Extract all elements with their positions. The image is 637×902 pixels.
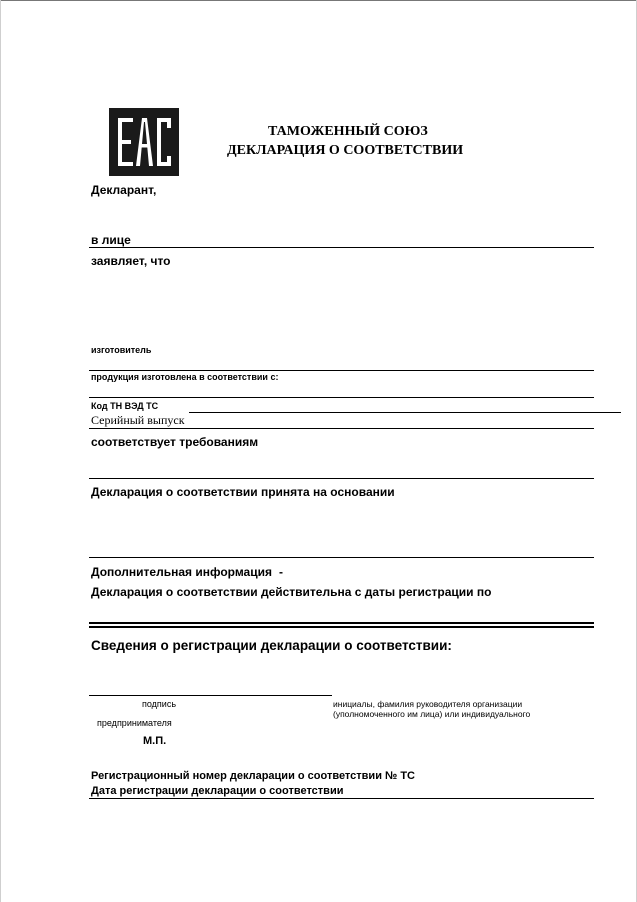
label-declares-that: заявляет, что bbox=[91, 254, 171, 268]
label-hs-code: Код ТН ВЭД ТС bbox=[91, 401, 159, 411]
title-declaration: ДЕКЛАРАЦИЯ О СООТВЕТСТВИИ bbox=[227, 143, 464, 158]
line-hs-code bbox=[189, 412, 621, 413]
additional-info-value: - bbox=[279, 565, 283, 579]
label-represented-by: в лице bbox=[91, 233, 131, 247]
line-represented-by bbox=[89, 247, 594, 248]
label-serial-release: Серийный выпуск bbox=[91, 413, 185, 427]
label-manufacturer: изготовитель bbox=[91, 345, 152, 355]
label-entrepreneur: предпринимателя bbox=[97, 718, 172, 728]
line-complies bbox=[89, 478, 594, 479]
line-basis bbox=[89, 557, 594, 558]
double-rule-bottom bbox=[89, 626, 594, 628]
title-customs-union: ТАМОЖЕННЫЙ СОЮЗ bbox=[268, 124, 428, 139]
label-additional-info: Дополнительная информация bbox=[91, 565, 272, 579]
label-initials-2: (уполномоченного им лица) или индивидуального bbox=[333, 709, 531, 719]
line-signature bbox=[89, 695, 332, 696]
label-produced-per: продукция изготовлена в соответствии с: bbox=[91, 372, 279, 382]
label-basis: Декларация о соответствии принята на основании bbox=[91, 485, 395, 499]
label-stamp: М.П. bbox=[143, 735, 167, 747]
double-rule-top bbox=[89, 622, 594, 624]
page-top-border bbox=[0, 0, 637, 1]
line-reg-date bbox=[89, 798, 594, 799]
label-reg-number: Регистрационный номер декларации о соответствии № ТС bbox=[91, 770, 415, 782]
label-initials-1: инициалы, фамилия руководителя организации bbox=[333, 699, 523, 709]
page-left-border bbox=[0, 0, 1, 902]
registration-heading: Сведения о регистрации декларации о соответствии: bbox=[91, 638, 452, 653]
line-serial-release bbox=[89, 428, 594, 429]
label-complies: соответствует требованиям bbox=[91, 435, 259, 449]
label-validity: Декларация о соответствии действительна с даты регистрации по bbox=[91, 585, 492, 599]
line-manufacturer bbox=[89, 370, 594, 371]
label-signature: подпись bbox=[142, 699, 177, 709]
eac-logo bbox=[109, 108, 179, 176]
label-declarant: Декларант, bbox=[91, 183, 157, 197]
label-reg-date: Дата регистрации декларации о соответствии bbox=[91, 785, 344, 797]
line-produced-per bbox=[89, 397, 594, 398]
